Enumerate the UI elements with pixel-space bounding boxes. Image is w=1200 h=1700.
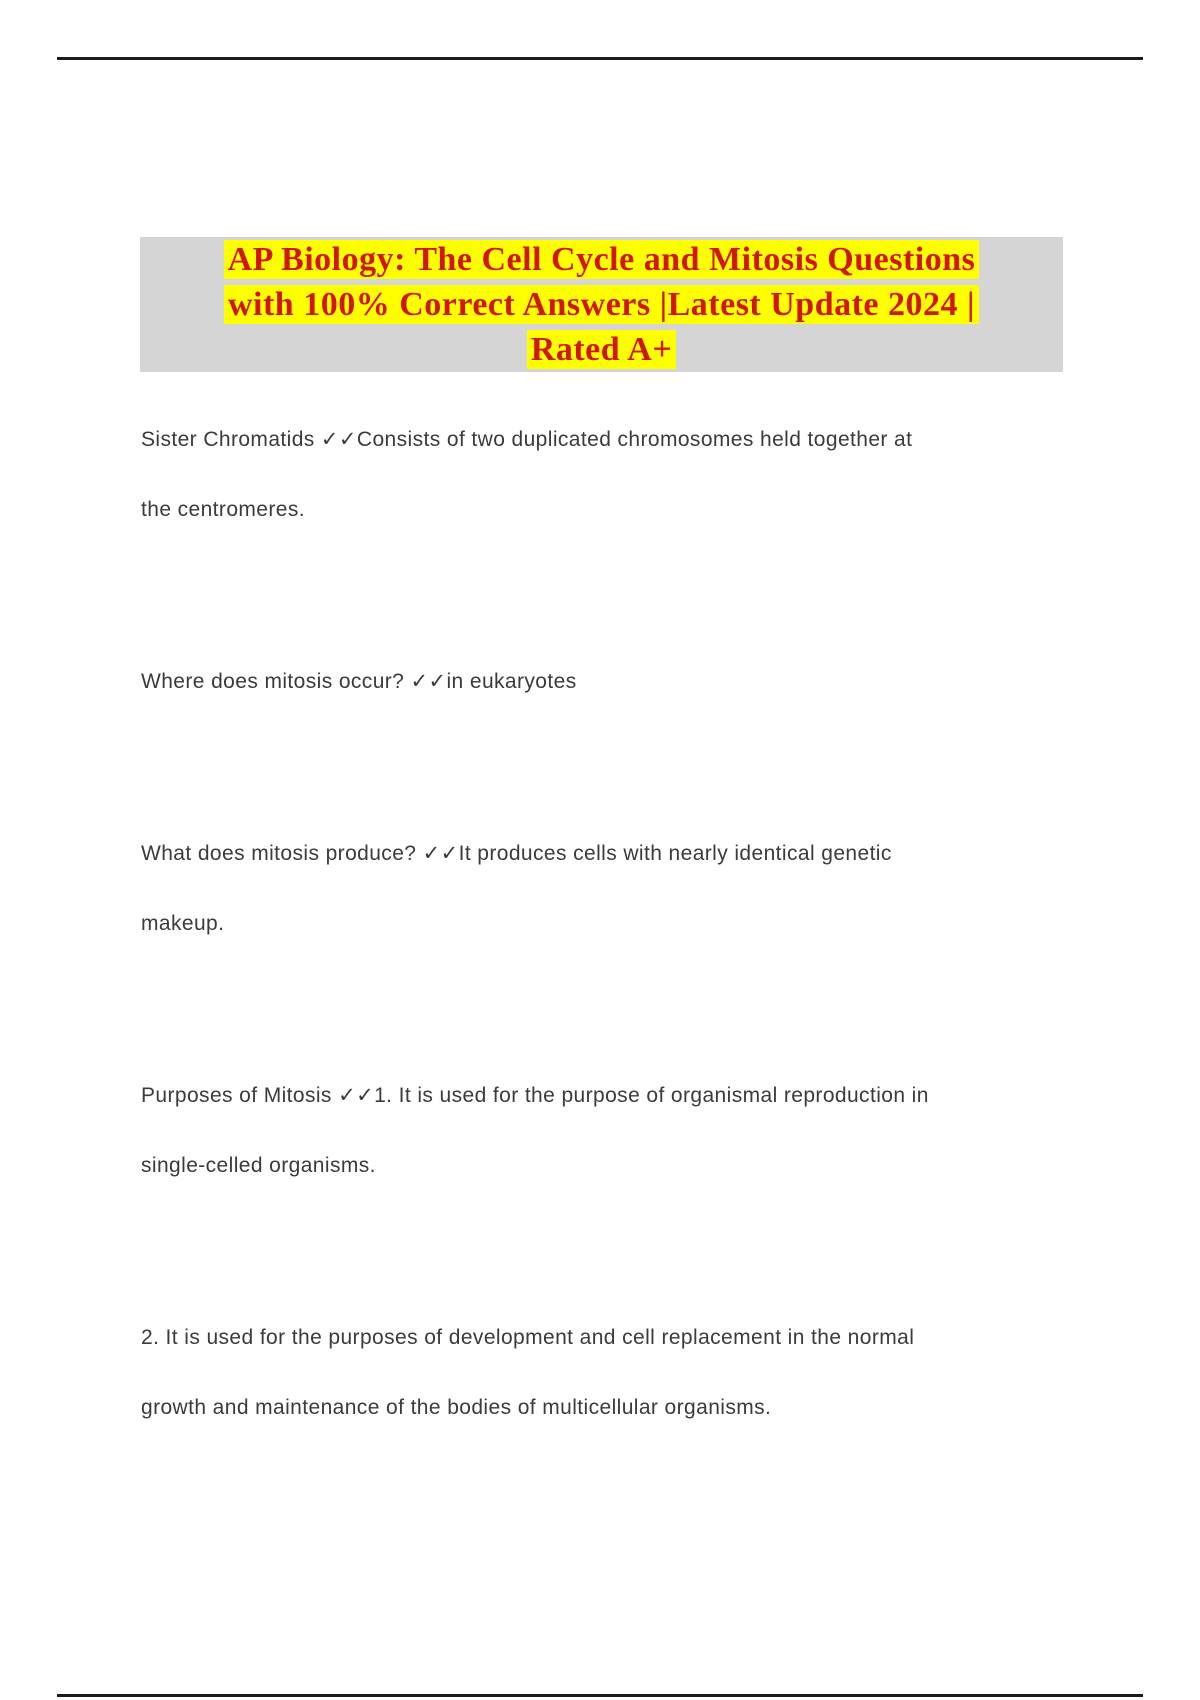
paragraph-line: Where does mitosis occur? ✓✓in eukaryotes: [141, 670, 577, 693]
paragraph-line: What does mitosis produce? ✓✓It produces cells with nearly identical genetic: [141, 842, 892, 865]
paragraph: [141, 405, 1131, 545]
paragraph-line: the centromeres.: [141, 498, 305, 521]
paragraph: [141, 1061, 1131, 1201]
title-highlight: with 100% Correct Answers |Latest Update 2024 |: [224, 285, 979, 324]
paragraph-line: Purposes of Mitosis ✓✓1. It is used for the purpose of organismal reproduction in: [141, 1084, 929, 1107]
paragraph: [141, 1303, 1131, 1443]
paragraph-line: single-celled organisms.: [141, 1154, 376, 1177]
paragraph-line: growth and maintenance of the bodies of multicellular organisms.: [141, 1396, 772, 1419]
paragraph-line: Sister Chromatids ✓✓Consists of two duplicated chromosomes held together at: [141, 428, 913, 451]
paragraph-line: makeup.: [141, 912, 225, 935]
paragraph: [141, 819, 1131, 959]
title-highlight: Rated A+: [527, 330, 676, 369]
title-line: [140, 282, 1063, 327]
bottom-rule: [57, 1694, 1143, 1697]
title-line: [140, 237, 1063, 282]
title-highlight: AP Biology: The Cell Cycle and Mitosis Questions: [224, 240, 980, 279]
document-body: [141, 405, 1131, 1545]
title-block: [140, 237, 1063, 372]
title-line: [140, 327, 1063, 372]
top-rule: [57, 57, 1143, 60]
paragraph-line: 2. It is used for the purposes of development and cell replacement in the normal: [141, 1326, 915, 1349]
paragraph: [141, 647, 1131, 717]
